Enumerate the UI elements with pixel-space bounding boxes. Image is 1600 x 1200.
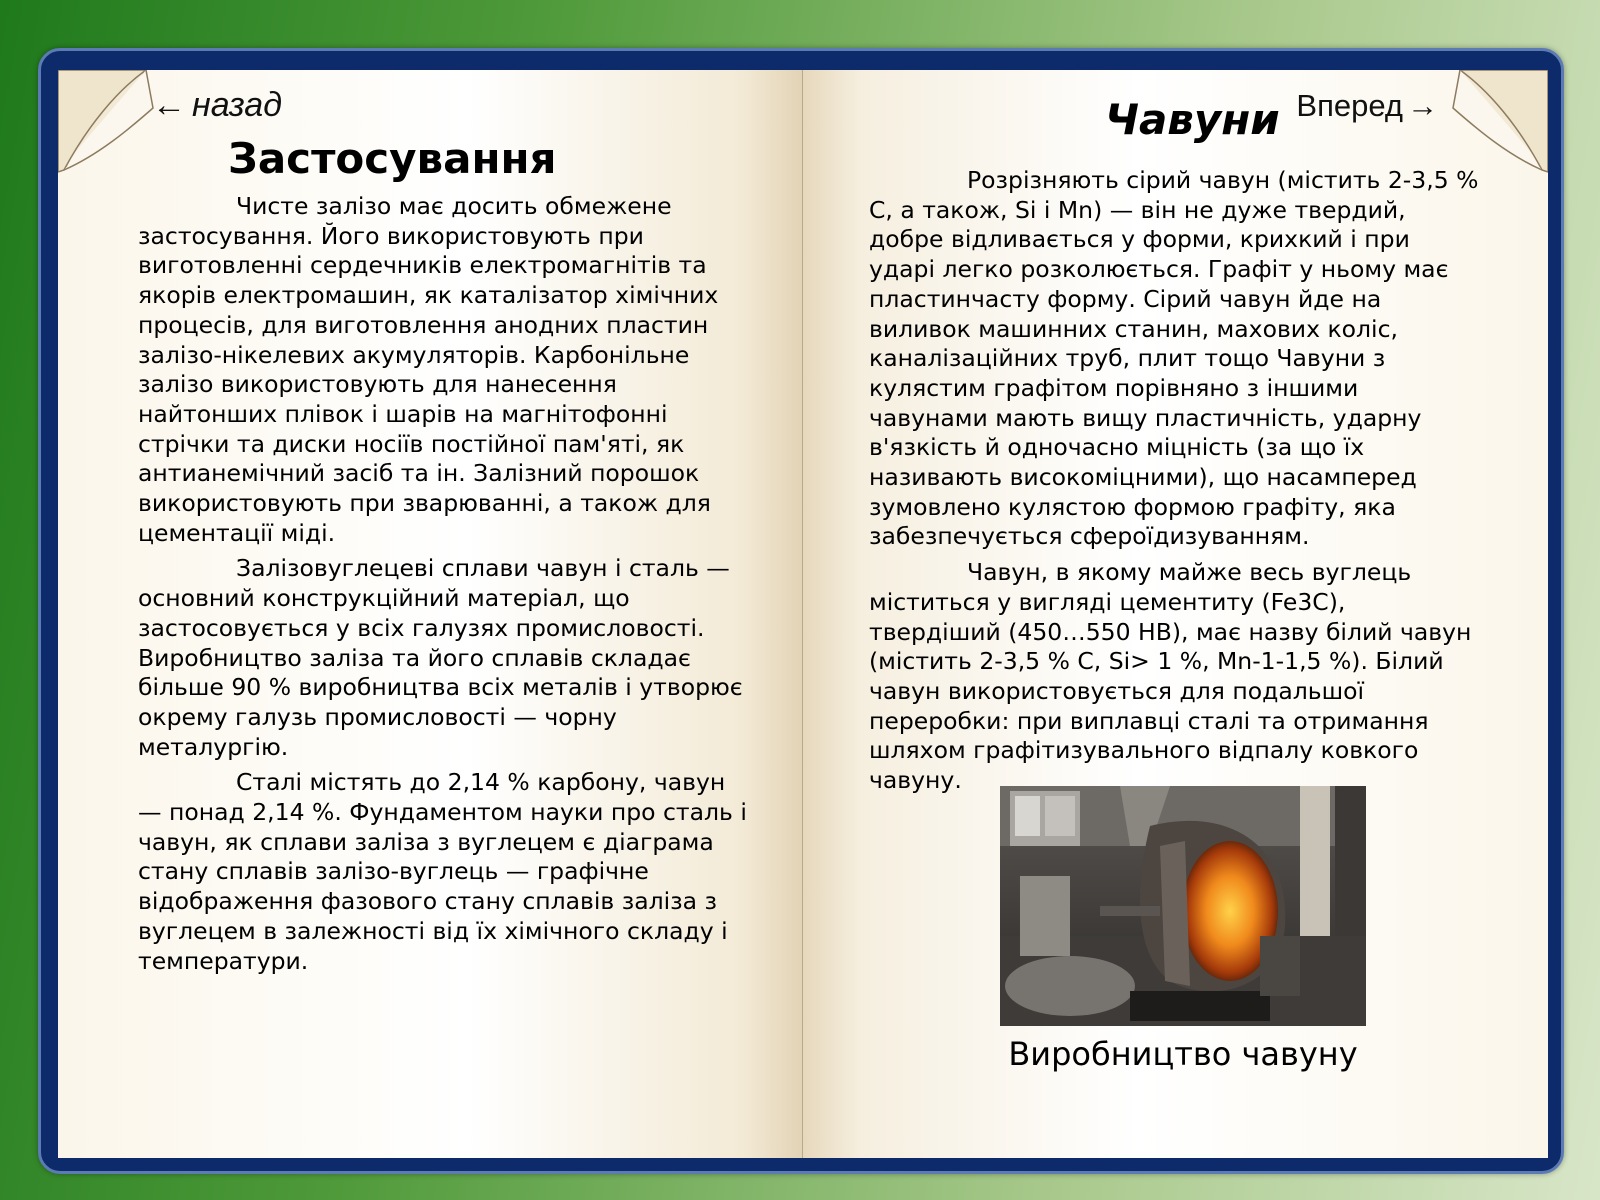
cast-iron-production-photo <box>1000 786 1366 1026</box>
right-paragraph-1: Розрізняють сірий чавун (містить 2-3,5 % C, а також, Si і Mn) — він не дуже твердий, добре відливається у форми, крихкий і при ударі легко розколюється. Графіт у ньому має пластинчасту форму. Сірий чавун йде на виливок машинних станин, махових коліс, каналізаційних труб, плит тощо Чавуни з кулястим графітом порівняно з іншими чавунами мають вищу пластичність, ударну в'язкість й одночасно міцність (за що їх називають високоміцними), що насамперед зумовлено кулястою формою графіту, яка забезпечується сфероїдизуванням. <box>869 166 1479 551</box>
left-page <box>58 70 803 1158</box>
left-paragraph-1: Чисте залізо має досить обмежене застосування. Його використовують при виготовленні сердечників електромагнітів та якорів електромашин, як каталізатор хімічних процесів, для виготовлення анодних пластин залізо-нікелевих акумуляторів. Карбонільне залізо використовують для нанесення найтонших плівок і шарів на магнітофонні стрічки та диски носіїв постійної пам'яті, як антианемічний засіб та ін. Залізний порошок використовують при зварюванні, а також для цементації міді. <box>138 192 719 547</box>
left-paragraph-3: Сталі містять до 2,14 % карбону, чавун — понад 2,14 %. Фундаментом науки про сталь і чавун, як сплави заліза з вуглецем є діаграма стану сплавів залізо-вуглець — графічне відображення фазового стану сплавів заліза з вуглецем в залежності від їх хімічного складу і температури. <box>138 768 747 975</box>
page-corner-fold-right <box>1448 70 1548 180</box>
forward-link[interactable] <box>1296 86 1438 126</box>
page-corner-fold-left <box>58 70 158 180</box>
photo-caption: Виробництво чавуну <box>1008 1035 1358 1073</box>
arrow-right-icon: → <box>1407 88 1438 123</box>
page-title-right: Чавуни <box>1105 95 1280 144</box>
right-page <box>803 70 1548 1158</box>
left-text-body <box>138 192 750 982</box>
page-title-left: Застосування <box>228 134 557 183</box>
right-text-body <box>869 166 1481 802</box>
forward-link-label: Вперед <box>1296 88 1403 123</box>
arrow-left-icon: ← <box>152 86 186 124</box>
back-link-label: назад <box>192 86 282 124</box>
back-link[interactable] <box>152 85 282 125</box>
left-paragraph-2: Залізовуглецеві сплави чавун і сталь — основний конструкційний матеріал, що застосовується у всіх галузях промисловості. Виробництво заліза та його сплавів складає більше 90 % виробництва всіх металів і утворює окрему галузь промисловості — чорну металургію. <box>138 554 743 761</box>
right-paragraph-2: Чавун, в якому майже весь вуглець міститься у вигляді цементиту (Fe3C), твердіший (450…550 HB), має назву білий чавун (містить 2-3,5 % C, Si> 1 %, Mn-1-1,5 %). Білий чавун використовується для подальшої переробки: при виплавці сталі та отримання шляхом графітизувального відпалу ковкого чавуну. <box>869 558 1472 795</box>
